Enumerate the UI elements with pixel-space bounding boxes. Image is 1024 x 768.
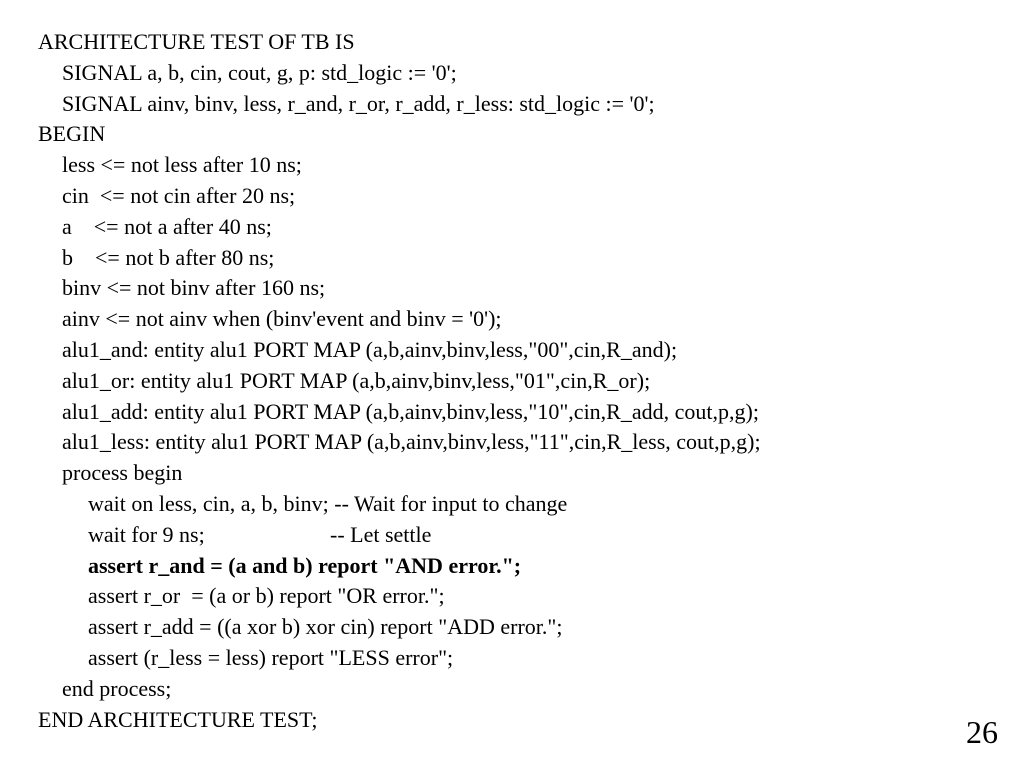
code-line-binv-toggle: binv <= not binv after 160 ns; [62, 275, 326, 301]
code-line-wait-on: wait on less, cin, a, b, binv; -- Wait for input to change [88, 490, 568, 516]
code-line-alu1-and: alu1_and: entity alu1 PORT MAP (a,b,ainv,binv,less,"00",cin,R_and); [62, 336, 678, 362]
code-line-cin-toggle: cin <= not cin after 20 ns; [62, 182, 296, 208]
code-line-end-architecture: END ARCHITECTURE TEST; [38, 706, 318, 732]
wait-for-statement: wait for 9 ns; [88, 521, 205, 547]
code-line-less-toggle: less <= not less after 10 ns; [62, 152, 302, 178]
code-line-alu1-less: alu1_less: entity alu1 PORT MAP (a,b,ainv,binv,less,"11",cin,R_less, cout,p,g); [62, 429, 761, 455]
code-line-signal-decl-1: SIGNAL a, b, cin, cout, g, p: std_logic := '0'; [62, 59, 457, 85]
code-line-ainv-toggle: ainv <= not ainv when (binv'event and binv = '0'); [62, 306, 502, 332]
settle-comment: -- Let settle [330, 521, 432, 547]
code-line-end-process: end process; [62, 675, 172, 701]
code-line-begin: BEGIN [38, 121, 106, 147]
code-line-assert-less: assert (r_less = less) report "LESS error"; [88, 644, 454, 670]
code-line-alu1-or: alu1_or: entity alu1 PORT MAP (a,b,ainv,binv,less,"01",cin,R_or); [62, 367, 651, 393]
code-line-process-begin: process begin [62, 460, 183, 486]
code-line-signal-decl-2: SIGNAL ainv, binv, less, r_and, r_or, r_add, r_less: std_logic := '0'; [62, 90, 655, 116]
page-number: 26 [966, 714, 998, 750]
code-line-alu1-add: alu1_add: entity alu1 PORT MAP (a,b,ainv,binv,less,"10",cin,R_add, cout,p,g); [62, 398, 759, 424]
code-line-wait-for [38, 520, 761, 551]
code-line-assert-and: assert r_and = (a and b) report "AND error."; [88, 552, 522, 578]
code-listing [38, 27, 761, 735]
code-line-b-toggle: b <= not b after 80 ns; [62, 244, 275, 270]
code-line-assert-add: assert r_add = ((a xor b) xor cin) report "ADD error."; [88, 614, 563, 640]
code-line-assert-or: assert r_or = (a or b) report "OR error."; [88, 583, 445, 609]
code-line-a-toggle: a <= not a after 40 ns; [62, 213, 272, 239]
code-line-architecture-header: ARCHITECTURE TEST OF TB IS [38, 29, 355, 54]
